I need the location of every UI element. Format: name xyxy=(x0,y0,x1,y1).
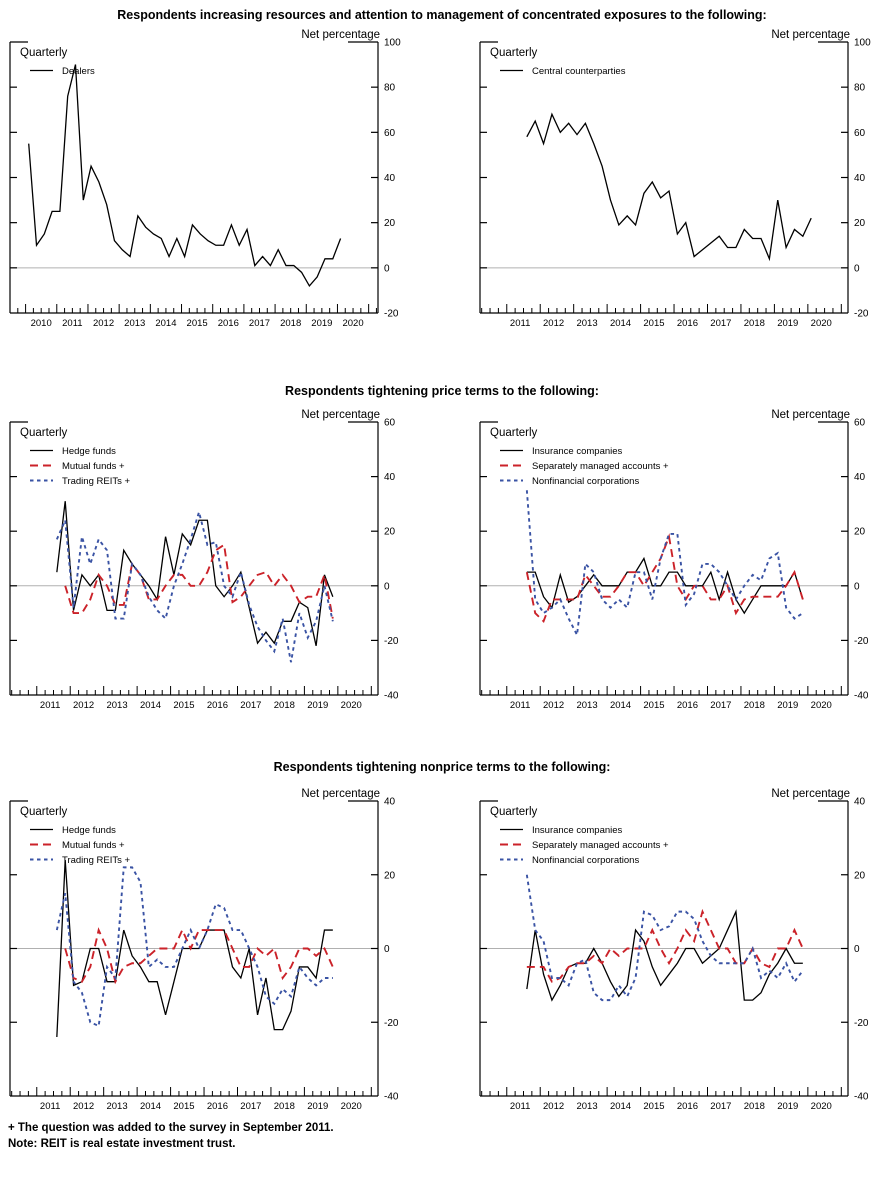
net-percentage-label: Net percentage xyxy=(301,409,380,421)
x-year-label: 2013 xyxy=(124,318,146,329)
legend-label: Hedge funds xyxy=(62,446,116,457)
chart-dealers xyxy=(0,26,414,338)
y-tick-label: -40 xyxy=(854,1091,869,1103)
x-year-label: 2019 xyxy=(777,700,799,711)
y-tick-label: 60 xyxy=(384,417,396,429)
chart-nonprice-terms-institutions xyxy=(470,785,884,1121)
series-line-nonfinancial-corporations xyxy=(527,875,803,1000)
chart-price-terms-funds xyxy=(0,406,414,720)
x-year-label: 2020 xyxy=(810,318,832,329)
legend-label: Dealers xyxy=(62,66,95,77)
legend-label: Trading REITs + xyxy=(62,476,131,487)
y-tick-label: 0 xyxy=(384,944,390,955)
series-line-dealers xyxy=(29,65,341,286)
panel-dealers xyxy=(0,26,414,343)
x-year-label: 2017 xyxy=(240,1101,262,1112)
y-tick-label: 100 xyxy=(854,37,871,49)
frequency-label: Quarterly xyxy=(20,806,68,818)
chart-nonprice-terms-funds xyxy=(0,785,414,1121)
x-year-label: 2014 xyxy=(609,318,632,329)
x-year-label: 2014 xyxy=(139,700,162,711)
panel-price-terms-institutions xyxy=(470,406,884,725)
x-year-label: 2015 xyxy=(173,700,195,711)
y-tick-label: 20 xyxy=(854,526,866,538)
y-tick-label: 0 xyxy=(384,581,390,593)
y-tick-label: -20 xyxy=(854,1017,869,1029)
series-line-nonfinancial-corporations xyxy=(527,490,803,635)
panel-price-terms-funds xyxy=(0,406,414,725)
x-year-label: 2020 xyxy=(340,700,362,711)
x-year-label: 2011 xyxy=(509,1101,531,1112)
y-tick-label: -40 xyxy=(384,690,399,702)
y-tick-label: -20 xyxy=(384,308,399,320)
x-year-label: 2011 xyxy=(509,700,531,711)
x-year-label: 2016 xyxy=(206,700,228,711)
x-year-label: 2013 xyxy=(106,1101,128,1112)
x-year-label: 2018 xyxy=(743,700,765,711)
y-tick-label: -40 xyxy=(854,690,869,702)
y-tick-label: 20 xyxy=(384,218,396,230)
x-year-label: 2018 xyxy=(743,1101,765,1112)
y-tick-label: 0 xyxy=(384,263,390,275)
x-year-label: 2010 xyxy=(30,318,52,329)
x-year-label: 2016 xyxy=(676,700,698,711)
legend-label: Insurance companies xyxy=(532,825,623,836)
legend-label: Hedge funds xyxy=(62,825,116,836)
net-percentage-label: Net percentage xyxy=(771,409,850,421)
x-year-label: 2013 xyxy=(576,1101,598,1112)
x-year-label: 2013 xyxy=(576,318,598,329)
y-tick-label: -20 xyxy=(384,1017,399,1029)
y-tick-label: -20 xyxy=(854,308,869,320)
y-tick-label: 40 xyxy=(854,173,866,184)
x-year-label: 2015 xyxy=(173,1101,195,1112)
y-tick-label: -20 xyxy=(384,635,399,647)
y-tick-label: 80 xyxy=(384,82,396,94)
x-year-label: 2012 xyxy=(73,1101,95,1112)
y-tick-label: 60 xyxy=(854,127,866,139)
x-year-label: 2011 xyxy=(62,318,83,329)
section-title-nonprice-terms: Respondents tightening nonprice terms to the following: xyxy=(273,760,611,774)
legend-label: Separately managed accounts + xyxy=(532,461,669,472)
frequency-label: Quarterly xyxy=(490,47,538,59)
x-year-label: 2012 xyxy=(73,700,95,711)
panel-nonprice-terms-funds xyxy=(0,785,414,1126)
y-tick-label: 40 xyxy=(384,796,396,808)
x-year-label: 2016 xyxy=(206,1101,228,1112)
footnote-plus: + The question was added to the survey in September 2011. xyxy=(8,1122,334,1134)
series-line-separately-managed-accounts xyxy=(527,912,803,982)
x-year-label: 2011 xyxy=(39,700,61,711)
y-tick-label: 40 xyxy=(854,796,866,808)
y-tick-label: 40 xyxy=(384,173,396,184)
y-tick-label: -20 xyxy=(854,635,869,647)
x-year-label: 2018 xyxy=(743,318,765,329)
legend-label: Nonfinancial corporations xyxy=(532,855,640,866)
x-year-label: 2013 xyxy=(106,700,128,711)
x-year-label: 2016 xyxy=(217,318,239,329)
x-year-label: 2013 xyxy=(576,700,598,711)
panel-central-counterparties xyxy=(470,26,884,343)
x-year-label: 2020 xyxy=(340,1101,362,1112)
y-tick-label: 0 xyxy=(854,944,860,955)
x-year-label: 2018 xyxy=(280,318,302,329)
x-year-label: 2014 xyxy=(139,1101,162,1112)
x-year-label: 2019 xyxy=(777,318,799,329)
chart-price-terms-institutions xyxy=(470,406,884,720)
series-line-central-counterparties xyxy=(527,114,811,259)
x-year-label: 2014 xyxy=(609,700,632,711)
series-line-trading-reits xyxy=(57,867,333,1026)
x-year-label: 2017 xyxy=(710,1101,732,1112)
chart-central-counterparties xyxy=(470,26,884,338)
x-year-label: 2017 xyxy=(710,700,732,711)
frequency-label: Quarterly xyxy=(20,427,68,439)
x-year-label: 2012 xyxy=(543,1101,565,1112)
section-title-price-terms: Respondents tightening price terms to the following: xyxy=(285,384,599,398)
frequency-label: Quarterly xyxy=(20,47,68,59)
legend-label: Separately managed accounts + xyxy=(532,840,669,851)
y-tick-label: 0 xyxy=(854,263,860,275)
x-year-label: 2017 xyxy=(240,700,262,711)
x-year-label: 2018 xyxy=(273,1101,295,1112)
x-year-label: 2020 xyxy=(810,1101,832,1112)
y-tick-label: 20 xyxy=(854,870,866,882)
x-year-label: 2016 xyxy=(676,318,698,329)
legend-label: Insurance companies xyxy=(532,446,623,457)
x-year-label: 2015 xyxy=(643,1101,665,1112)
frequency-label: Quarterly xyxy=(490,806,538,818)
legend-label: Nonfinancial corporations xyxy=(532,476,640,487)
legend-label: Mutual funds + xyxy=(62,461,125,472)
y-tick-label: 80 xyxy=(854,82,866,94)
y-tick-label: 20 xyxy=(384,870,396,882)
x-year-label: 2019 xyxy=(307,700,329,711)
x-year-label: 2012 xyxy=(92,318,115,329)
x-year-label: 2019 xyxy=(307,1101,329,1112)
x-year-label: 2017 xyxy=(248,318,271,329)
y-tick-label: 100 xyxy=(384,37,401,49)
y-tick-label: 40 xyxy=(384,472,396,484)
panel-nonprice-terms-institutions xyxy=(470,785,884,1126)
x-year-label: 2016 xyxy=(676,1101,698,1112)
series-line-mutual-funds xyxy=(65,545,333,619)
net-percentage-label: Net percentage xyxy=(771,29,850,41)
x-year-label: 2015 xyxy=(643,318,665,329)
y-tick-label: 60 xyxy=(854,417,866,429)
x-year-label: 2018 xyxy=(273,700,295,711)
legend-label: Mutual funds + xyxy=(62,840,125,851)
x-year-label: 2015 xyxy=(643,700,665,711)
x-year-label: 2020 xyxy=(342,318,364,329)
x-year-label: 2019 xyxy=(777,1101,799,1112)
x-year-label: 2012 xyxy=(543,700,565,711)
net-percentage-label: Net percentage xyxy=(771,788,850,800)
section-title-resources: Respondents increasing resources and attention to management of concentrated exposures to the following: xyxy=(117,8,767,22)
x-year-label: 2012 xyxy=(543,318,565,329)
net-percentage-label: Net percentage xyxy=(301,788,380,800)
x-year-label: 2014 xyxy=(609,1101,632,1112)
y-tick-label: 60 xyxy=(384,127,396,139)
y-tick-label: 0 xyxy=(854,581,860,593)
x-year-label: 2020 xyxy=(810,700,832,711)
x-year-label: 2017 xyxy=(710,318,732,329)
legend-label: Central counterparties xyxy=(532,66,626,77)
y-tick-label: 20 xyxy=(854,218,866,230)
x-year-label: 2011 xyxy=(39,1101,61,1112)
y-tick-label: 40 xyxy=(854,472,866,484)
x-year-label: 2011 xyxy=(509,318,531,329)
footnote-reit: Note: REIT is real estate investment trust. xyxy=(8,1138,236,1150)
footnotes xyxy=(8,1120,334,1152)
x-year-label: 2019 xyxy=(311,318,333,329)
y-tick-label: -40 xyxy=(384,1091,399,1103)
y-tick-label: 20 xyxy=(384,526,396,538)
x-year-label: 2014 xyxy=(155,318,177,329)
x-year-label: 2015 xyxy=(186,318,208,329)
legend-label: Trading REITs + xyxy=(62,855,131,866)
net-percentage-label: Net percentage xyxy=(301,29,380,41)
frequency-label: Quarterly xyxy=(490,427,538,439)
